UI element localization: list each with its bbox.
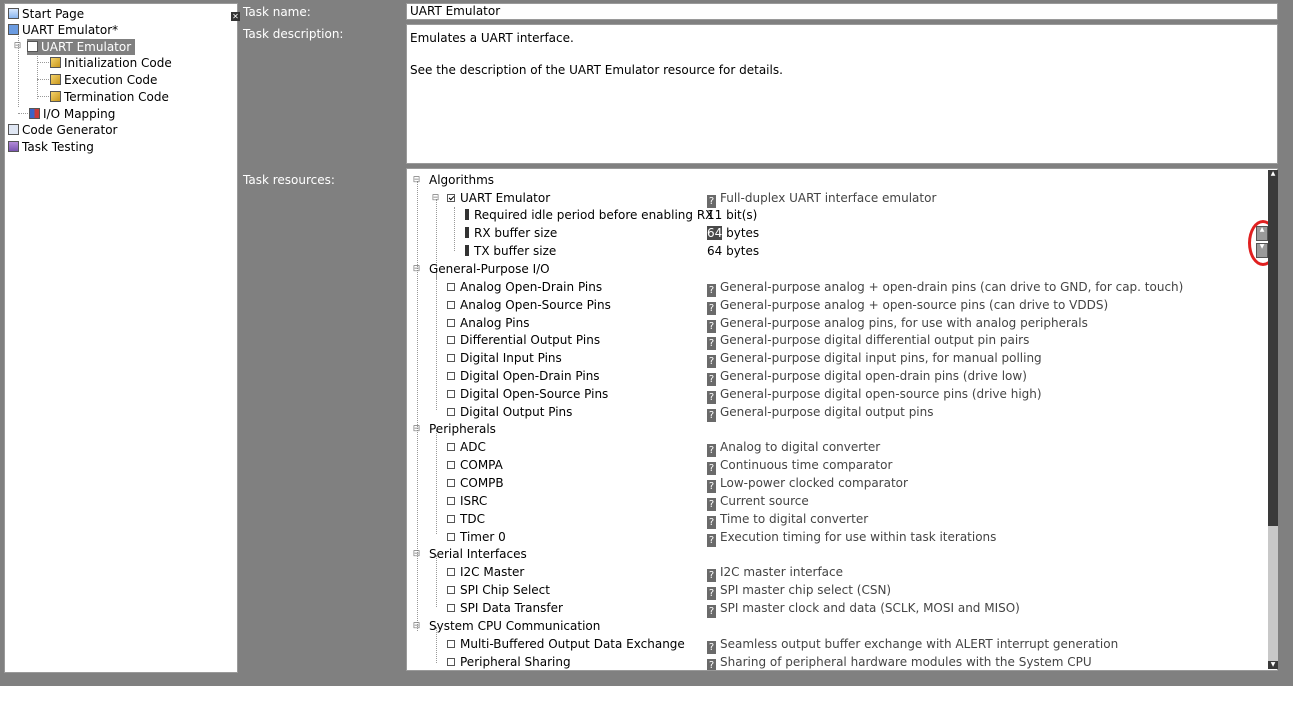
collapse-icon[interactable]: ⊟ [13, 41, 22, 51]
resource-digital-open-source-pins[interactable]: Digital Open-Source Pins [447, 386, 608, 403]
resource-description: ? General-purpose digital output pins [708, 405, 934, 421]
resource-tdc[interactable]: TDC [447, 511, 485, 528]
tree-item-initialization-code[interactable]: Initialization Code [50, 55, 172, 71]
help-icon[interactable]: ? [708, 570, 715, 581]
resource-analog-pins[interactable]: Analog Pins [447, 315, 529, 332]
help-icon[interactable]: ? [708, 410, 715, 421]
help-icon[interactable]: ? [708, 445, 715, 456]
resource-description: ? Seamless output buffer exchange with ALERT interrupt generation [708, 637, 1119, 653]
resource-uart-emulator[interactable]: UART Emulator [447, 190, 550, 207]
checkbox[interactable] [447, 319, 455, 327]
checkbox[interactable] [447, 533, 455, 541]
project-tree [4, 3, 238, 673]
resource-digital-open-drain-pins[interactable]: Digital Open-Drain Pins [447, 368, 600, 385]
tree-line [436, 270, 437, 410]
tree-line [417, 181, 418, 631]
io-mapping-icon [29, 108, 40, 119]
group-peripherals: Peripherals [429, 422, 496, 436]
scroll-up-arrow-icon[interactable]: ▲ [1268, 170, 1278, 178]
resource-analog-open-source-pins[interactable]: Analog Open-Source Pins [447, 297, 611, 314]
tree-line [454, 207, 455, 251]
checkbox[interactable] [447, 390, 455, 398]
collapse-icon[interactable]: ⊟ [412, 621, 421, 631]
collapse-icon[interactable]: ⊟ [412, 175, 421, 185]
spin-up-button[interactable]: ▲ [1256, 226, 1268, 241]
task-description-label: Task description: [243, 27, 344, 41]
project-icon [8, 24, 19, 35]
help-icon[interactable]: ? [708, 517, 715, 528]
code-icon [50, 74, 61, 85]
resource-compa[interactable]: COMPA [447, 457, 503, 474]
code-icon [50, 57, 61, 68]
bottom-area [0, 686, 1293, 721]
tree-line [436, 430, 437, 534]
resource-description: ? SPI master chip select (CSN) [708, 583, 892, 599]
resource-multi-buffered-output-data-exchange[interactable]: Multi-Buffered Output Data Exchange [447, 636, 685, 653]
collapse-icon[interactable]: ⊟ [412, 424, 421, 434]
resource-description: ? General-purpose digital input pins, for manual polling [708, 351, 1042, 367]
checkbox[interactable] [447, 408, 455, 416]
resource-spi-data-transfer[interactable]: SPI Data Transfer [447, 600, 563, 617]
help-icon[interactable]: ? [708, 660, 715, 671]
resource-analog-open-drain-pins[interactable]: Analog Open-Drain Pins [447, 279, 602, 296]
parameter-icon [465, 227, 469, 238]
help-icon[interactable]: ? [708, 463, 715, 474]
resource-description: ? Sharing of peripheral hardware modules with the System CPU [708, 655, 1092, 671]
resource-description: ? General-purpose analog pins, for use with analog peripherals [708, 316, 1088, 332]
parameter-icon [465, 245, 469, 256]
checkbox[interactable] [447, 283, 455, 291]
resource-description: ? Execution timing for use within task iterations [708, 530, 997, 546]
group-serial-interfaces: Serial Interfaces [429, 547, 527, 561]
checkbox[interactable] [447, 586, 455, 594]
checkbox[interactable] [447, 658, 455, 666]
checkbox[interactable] [447, 479, 455, 487]
resource-description: ? Continuous time comparator [708, 458, 893, 474]
resource-description: ? General-purpose digital open-source pins (drive high) [708, 387, 1042, 403]
resource-i2c-master[interactable]: I2C Master [447, 564, 524, 581]
resource-digital-input-pins[interactable]: Digital Input Pins [447, 350, 562, 367]
tree-line [37, 62, 49, 63]
help-icon[interactable]: ? [708, 356, 715, 367]
resource-compb[interactable]: COMPB [447, 475, 504, 492]
checkbox[interactable] [447, 461, 455, 469]
resource-description: ? General-purpose analog + open-drain pins (can drive to GND, for cap. touch) [708, 280, 1184, 296]
resource-description: ? Full-duplex UART interface emulator [708, 191, 937, 207]
resource-differential-output-pins[interactable]: Differential Output Pins [447, 332, 600, 349]
tree-line [18, 113, 28, 114]
close-project-icon[interactable]: ✕ [232, 12, 239, 21]
help-icon[interactable]: ? [708, 642, 715, 653]
param-value-tx-buffer-size[interactable]: 64 bytes [707, 244, 760, 258]
code-icon [50, 91, 61, 102]
checkbox[interactable] [447, 604, 455, 612]
checkbox[interactable] [447, 515, 455, 523]
task-name-label: Task name: [243, 5, 311, 19]
task-icon [27, 41, 38, 52]
collapse-icon[interactable]: ⊟ [431, 193, 440, 203]
resource-timer-0[interactable]: Timer 0 [447, 529, 506, 546]
help-icon[interactable]: ? [708, 392, 715, 403]
resource-description: ? Current source [708, 494, 809, 510]
tree-item-execution-code[interactable]: Execution Code [50, 72, 157, 88]
help-icon[interactable]: ? [708, 285, 715, 296]
group-general-purpose-io: General-Purpose I/O [429, 262, 550, 276]
description-line: Emulates a UART interface. [410, 31, 574, 45]
checkbox[interactable] [447, 443, 455, 451]
start-page-icon [8, 8, 19, 19]
help-icon[interactable]: ? [708, 374, 715, 385]
checkbox-checked[interactable] [447, 194, 455, 202]
help-icon[interactable]: ? [708, 499, 715, 510]
help-icon[interactable]: ? [708, 338, 715, 349]
resource-description: ? SPI master clock and data (SCLK, MOSI and MISO) [708, 601, 1020, 617]
param-rx-buffer-size: RX buffer size [465, 225, 557, 242]
task-resources-tree [406, 168, 1278, 671]
resource-description: ? Time to digital converter [708, 512, 869, 528]
checkbox[interactable] [447, 372, 455, 380]
checkbox[interactable] [447, 301, 455, 309]
resource-adc[interactable]: ADC [447, 439, 486, 456]
resource-peripheral-sharing[interactable]: Peripheral Sharing [447, 654, 571, 671]
param-required-idle-period: Required idle period before enabling RX [465, 207, 713, 224]
checkbox[interactable] [447, 354, 455, 362]
tree-line [37, 79, 49, 80]
param-value-rx-buffer-size[interactable]: 64 bytes [707, 226, 760, 240]
help-icon[interactable]: ? [708, 588, 715, 599]
description-line: See the description of the UART Emulator resource for details. [410, 63, 783, 77]
help-icon[interactable]: ? [708, 321, 715, 332]
resource-digital-output-pins[interactable]: Digital Output Pins [447, 404, 572, 421]
resource-spi-chip-select[interactable]: SPI Chip Select [447, 582, 550, 599]
tree-item-task-testing[interactable]: Task Testing [8, 139, 94, 155]
resource-description: ? Low-power clocked comparator [708, 476, 908, 492]
param-value-idle-period[interactable]: 11 bit(s) [707, 208, 758, 222]
resource-description: ? I2C master interface [708, 565, 844, 581]
resource-description: ? General-purpose digital differential output pin pairs [708, 333, 1030, 349]
resource-isrc[interactable]: ISRC [447, 493, 487, 510]
tree-item-io-mapping[interactable]: I/O Mapping [29, 106, 115, 122]
help-icon[interactable]: ? [708, 606, 715, 617]
collapse-icon[interactable]: ⊟ [412, 549, 421, 559]
checkbox[interactable] [447, 497, 455, 505]
code-generator-icon [8, 124, 19, 135]
help-icon[interactable]: ? [708, 535, 715, 546]
tree-line [37, 96, 49, 97]
param-tx-buffer-size: TX buffer size [465, 243, 556, 260]
checkbox[interactable] [447, 640, 455, 648]
group-system-cpu-communication: System CPU Communication [429, 619, 601, 633]
resource-description: ? Analog to digital converter [708, 440, 881, 456]
collapse-icon[interactable]: ⊟ [412, 264, 421, 274]
group-algorithms: Algorithms [429, 173, 495, 187]
tree-item-task-uart-emulator[interactable]: UART Emulator [27, 39, 135, 55]
scroll-down-arrow-icon[interactable]: ▼ [1268, 661, 1278, 669]
task-description-textarea[interactable] [406, 24, 1278, 164]
tree-item-termination-code[interactable]: Termination Code [50, 89, 169, 105]
tree-item-project[interactable]: UART Emulator* [8, 22, 118, 38]
task-testing-icon [8, 141, 19, 152]
parameter-icon [465, 209, 469, 220]
checkbox[interactable] [447, 568, 455, 576]
resource-description: ? General-purpose digital open-drain pins (drive low) [708, 369, 1027, 385]
task-name-input[interactable]: UART Emulator [406, 3, 1278, 20]
resource-description: ? General-purpose analog + open-source pins (can drive to VDDS) [708, 298, 1109, 314]
tree-item-code-generator[interactable]: Code Generator [8, 122, 117, 138]
checkbox[interactable] [447, 336, 455, 344]
tree-line [37, 54, 38, 99]
help-icon[interactable]: ? [708, 196, 715, 207]
tree-item-start-page[interactable]: Start Page [8, 6, 84, 22]
task-resources-label: Task resources: [243, 173, 335, 187]
selected-value-text: 64 [707, 226, 723, 240]
resources-scrollbar-thumb[interactable] [1268, 178, 1278, 526]
spin-down-button[interactable]: ▼ [1256, 243, 1268, 258]
help-icon[interactable]: ? [708, 303, 715, 314]
help-icon[interactable]: ? [708, 481, 715, 492]
